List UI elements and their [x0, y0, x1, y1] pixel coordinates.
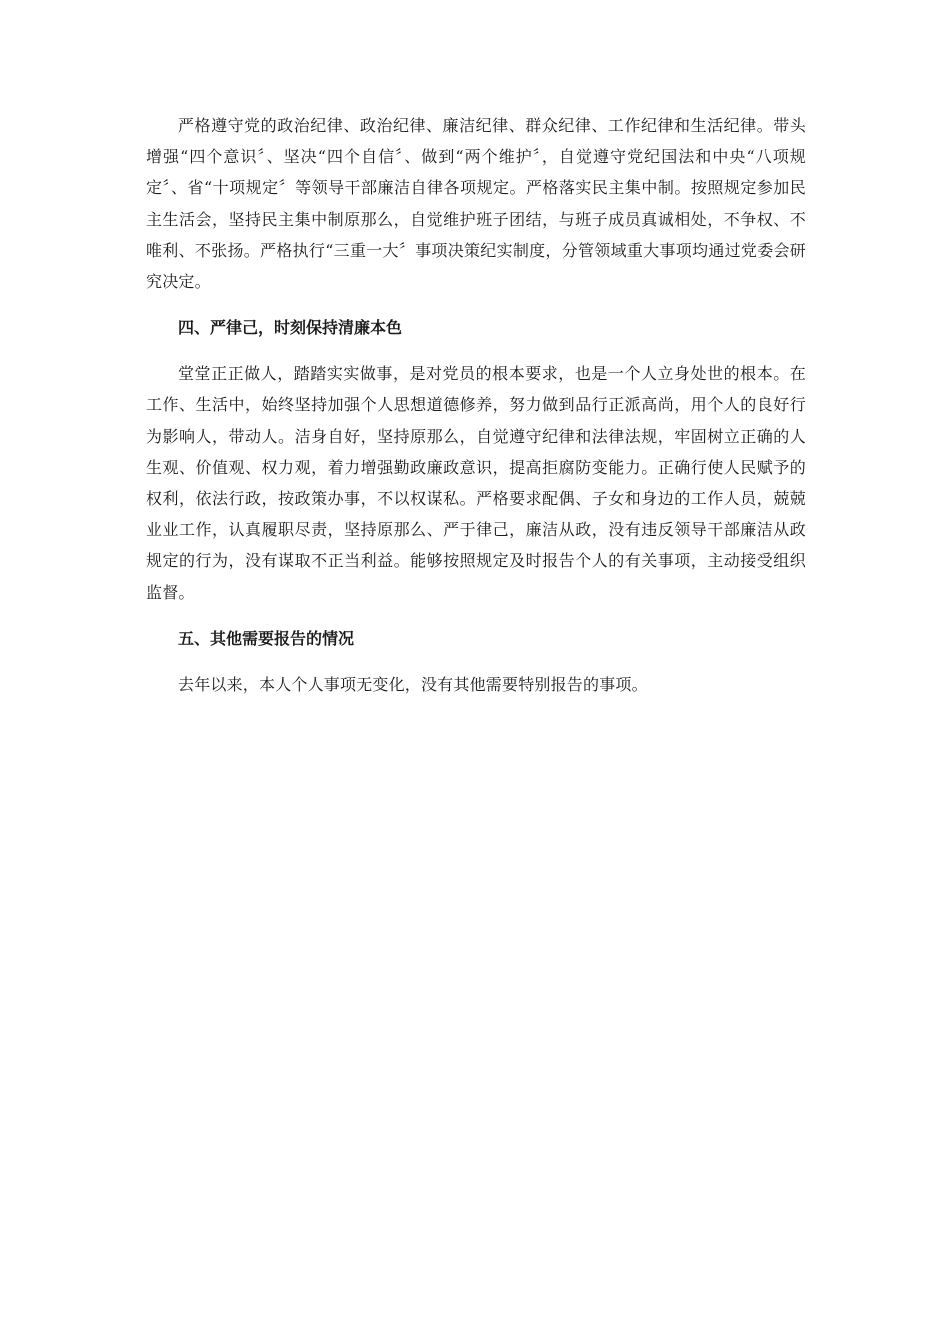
- document-page: [146, 110, 806, 700]
- body-paragraph-other-matters: 去年以来，本人个人事项无变化，没有其他需要特别报告的事项。: [178, 674, 648, 694]
- section-heading-5: 五、其他需要报告的情况: [178, 628, 355, 648]
- body-paragraph-self-discipline: 堂堂正正做人，踏踏实实做事，是对党员的根本要求，也是一个人立身处世的根本。在工作、生活中，始终坚持加强个人思想道德修养，努力做到品行正派高尚，用个人的良好行为影响人，带动人。洁身自好，坚持原那么，自觉遵守纪律和法律法规，牢固树立正确的人生观、价值观、权力观，着力增强勤政廉政意识，提高拒腐防变能力。正确行使人民赋予的权利，依法行政，按政策办事，不以权谋私。严格要求配偶、子女和身边的工作人员，兢兢业业工作，认真履职尽责，坚持原那么、严于律己，廉洁从政，没有违反领导干部廉洁从政规定的行为，没有谋取不正当利益。能够按照规定及时报告个人的有关事项，主动接受组织监督。: [146, 364, 806, 602]
- body-paragraph-discipline: 严格遵守党的政治纪律、政治纪律、廉洁纪律、群众纪律、工作纪律和生活纪律。带头增强“四个意识〞、坚决“四个自信〞、做到“两个维护〞，自觉遵守党纪国法和中央“八项规定〞、省“十项规定〞等领导干部廉洁自律各项规定。严格落实民主集中制。按照规定参加民主生活会，坚持民主集中制原那么，自觉维护班子团结，与班子成员真诚相处，不争权、不唯利、不张扬。严格执行“三重一大〞事项决策纪实制度，分管领域重大事项均通过党委会研究决定。: [146, 116, 806, 292]
- section-heading-4: 四、严律己，时刻保持清廉本色: [178, 318, 403, 338]
